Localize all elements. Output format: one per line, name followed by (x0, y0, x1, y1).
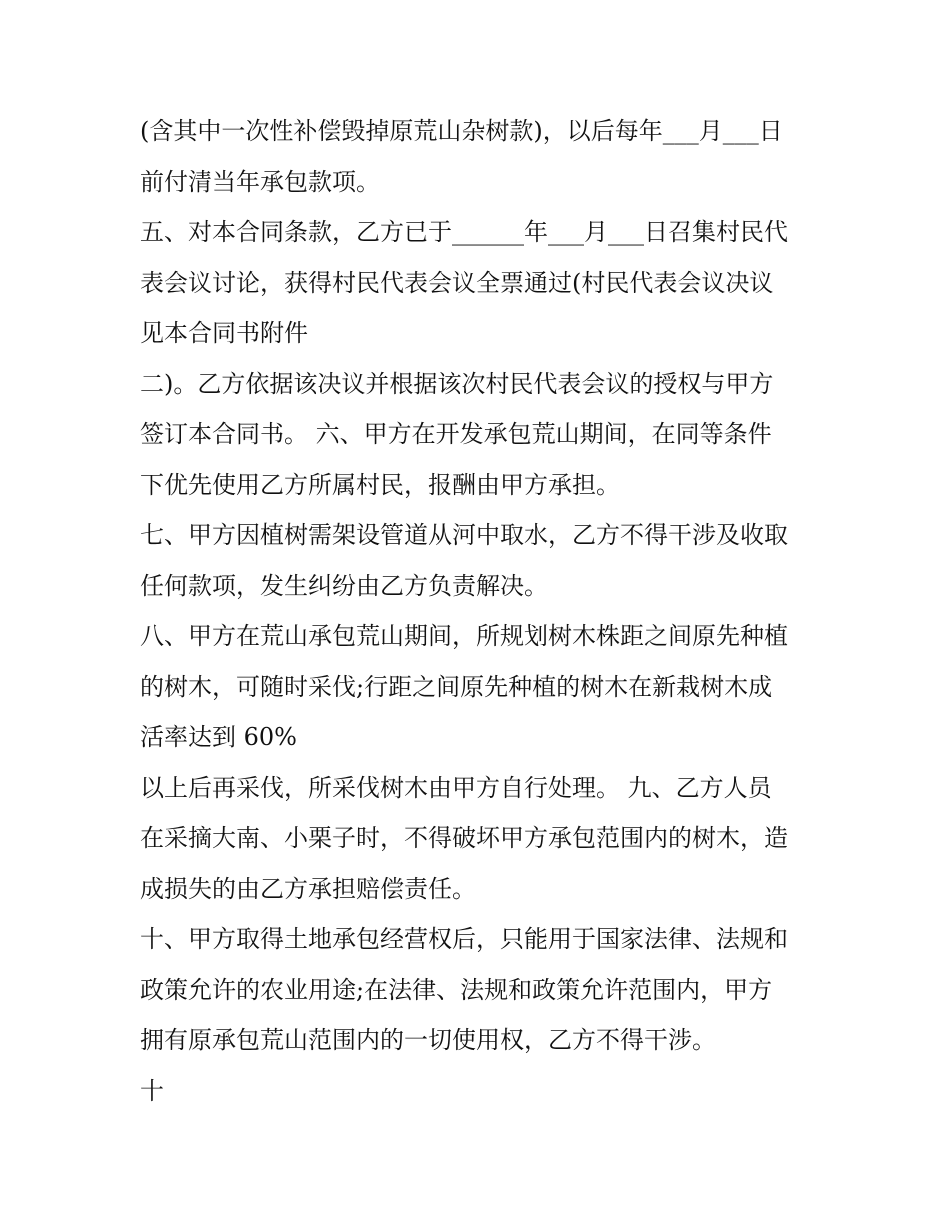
text-line: (含其中一次性补偿毁掉原荒山杂树款)，以后每年___月___日 (140, 117, 783, 145)
text-line: 活率达到 60% (140, 723, 297, 751)
text-line: 的树木，可随时采伐;行距之间原先种植的树木在新栽树木成 (140, 672, 773, 701)
text-line: 政策允许的农业用途;在法律、法规和政策允许范围内，甲方 (140, 975, 773, 1004)
text-line: 成损失的由乙方承担赔偿责任。 (140, 874, 476, 903)
text-line: 见本合同书附件 (140, 319, 308, 347)
text-line: 在采摘大南、小栗子时，不得破坏甲方承包范围内的树木，造 (140, 824, 788, 852)
text-line: 任何款项，发生纠纷由乙方负责解决。 (140, 571, 548, 600)
text-line: 表会议讨论，获得村民代表会议全票通过(村民代表会议决议 (140, 268, 774, 297)
text-line: 签订本合同书。 六、甲方在开发承包荒山期间，在同等条件 (140, 420, 772, 448)
text-line: 八、甲方在荒山承包荒山期间，所规划树木株距之间原先种植 (140, 622, 788, 650)
text-line: 七、甲方因植树需架设管道从河中取水，乙方不得干涉及收取 (140, 521, 788, 549)
text-line: 二)。乙方依据该决议并根据该次村民代表会议的授权与甲方 (140, 369, 774, 398)
text-line: 五、对本合同条款，乙方已于______年___月___日召集村民代 (140, 218, 788, 246)
text-line: 以上后再采伐，所采伐树木由甲方自行处理。 九、乙方人员 (140, 773, 772, 802)
text-line: 下优先使用乙方所属村民，报酬由甲方承担。 (140, 470, 620, 499)
text-line: 拥有原承包荒山范围内的一切使用权，乙方不得干涉。 (140, 1026, 716, 1054)
text-line: 十 (140, 1076, 164, 1105)
text-line: 十、甲方取得土地承包经营权后，只能用于国家法律、法规和 (140, 925, 788, 953)
document-body (140, 106, 820, 1116)
text-line: 前付清当年承包款项。 (140, 167, 380, 196)
